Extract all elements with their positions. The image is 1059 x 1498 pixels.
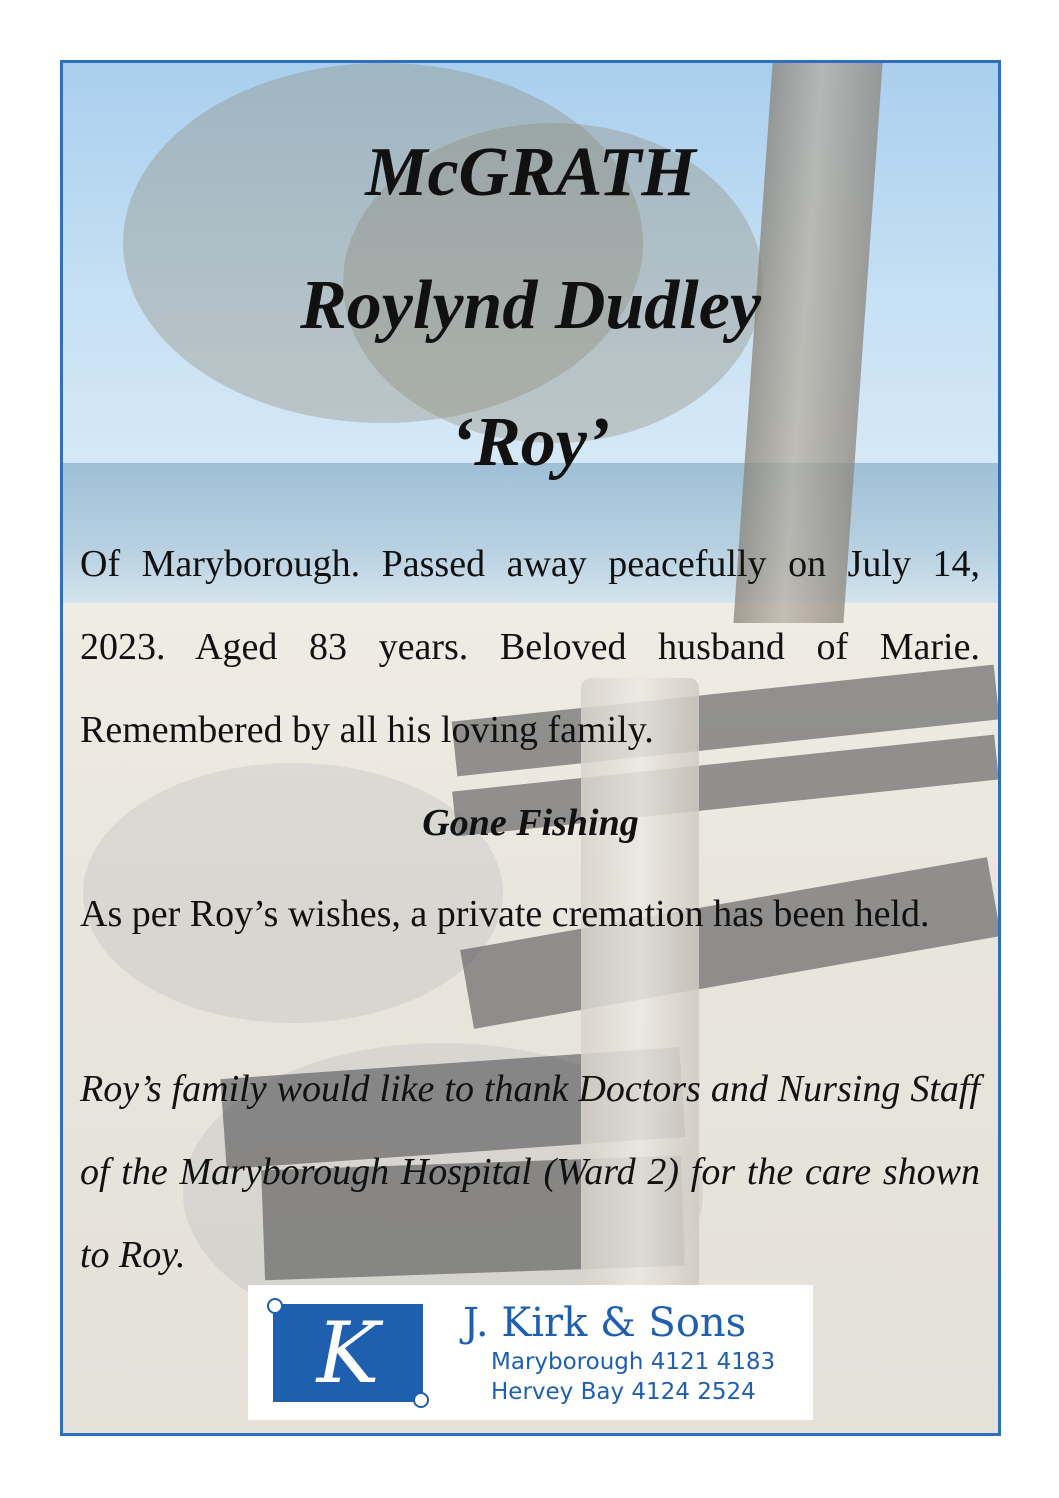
scroll-curl-icon: [267, 1298, 283, 1314]
surname-heading: McGRATH: [365, 134, 696, 211]
thanks-paragraph: Roy’s family would like to thank Doctors and Nursing Staff of the Maryborough Hospital (Ward 2) for the care shown to Roy.: [80, 1068, 980, 1276]
firm-details: [463, 1299, 775, 1407]
cremation-paragraph: As per Roy’s wishes, a private cremation has been held.: [80, 893, 930, 935]
hervey-bay-phone: Hervey Bay 4124 2524: [491, 1378, 756, 1405]
notice-content: [63, 63, 998, 1433]
maryborough-phone: Maryborough 4121 4183: [491, 1348, 776, 1375]
given-names-heading: Roylynd Dudley: [300, 267, 761, 344]
gone-fishing-subheading: Gone Fishing: [422, 802, 639, 844]
nickname-heading: ‘Roy’: [450, 404, 611, 481]
logo-letter: K: [316, 1303, 380, 1402]
funeral-director-logo: [248, 1285, 813, 1420]
notice-frame: [60, 60, 1001, 1436]
scroll-curl-icon: [413, 1392, 429, 1408]
obituary-paragraph: Of Maryborough. Passed away peacefully on July 14, 2023. Aged 83 years. Beloved husband of Marie. Remembered by all his loving family.: [80, 543, 980, 751]
firm-name: J. Kirk & Sons: [463, 1299, 747, 1346]
kirk-logo-emblem: [273, 1304, 423, 1402]
